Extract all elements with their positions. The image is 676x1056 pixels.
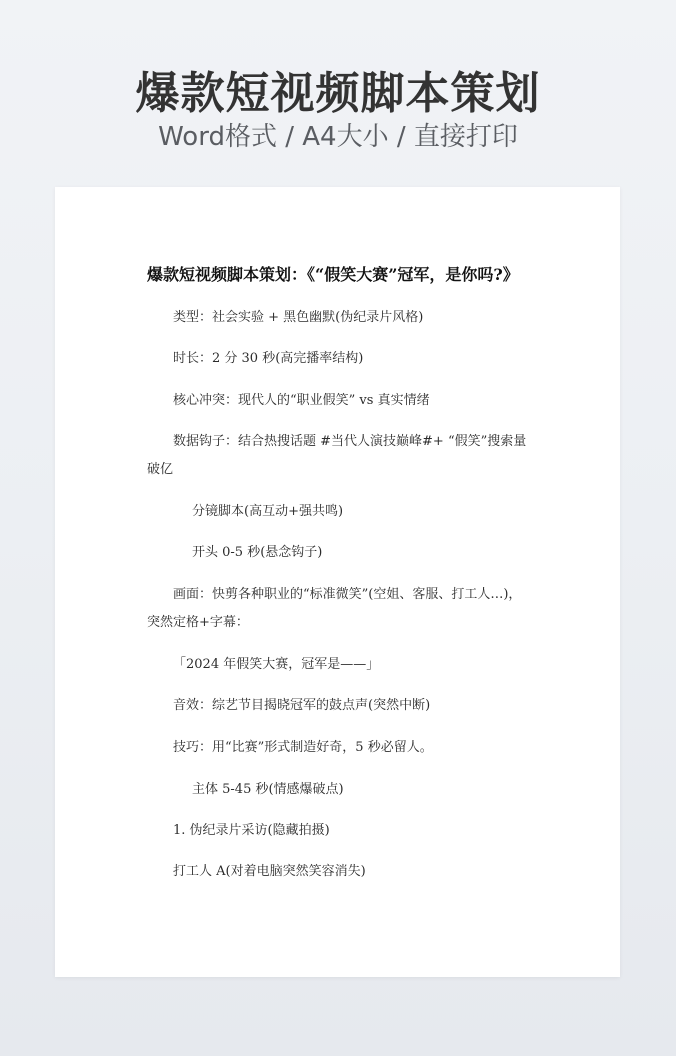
banner-title: 爆款短视频脚本策划 xyxy=(135,68,541,119)
paragraph-interview xyxy=(173,817,565,845)
paragraph-duration xyxy=(173,345,565,373)
paragraph-line: 音效：综艺节目揭晓冠军的鼓点声(突然中断) xyxy=(173,698,431,713)
paragraph-technique xyxy=(173,734,565,762)
paragraph-line: 核心冲突：现代人的“职业假笑” vs 真实情绪 xyxy=(173,393,430,408)
paragraph-line: 主体 5-45 秒(情感爆破点) xyxy=(192,782,344,797)
paragraph-data-hook xyxy=(147,428,539,484)
paragraph-line: 类型：社会实验 + 黑色幽默(伪纪录片风格) xyxy=(173,310,424,325)
paragraph-line: 突然定格+字幕： xyxy=(147,615,249,630)
header-banner xyxy=(0,0,676,185)
paragraph-visual xyxy=(147,581,539,637)
document-title: 爆款短视频脚本策划：《“假笑大赛”冠军，是你吗?》 xyxy=(147,265,519,284)
paragraph-line: 分镜脚本(高互动+强共鸣) xyxy=(192,504,344,519)
paragraph-line: 数据钩子：结合热搜话题 #当代人演技巅峰#+ “假笑”搜索量 xyxy=(173,434,527,449)
section-heading-opening xyxy=(192,539,584,567)
paragraph-type xyxy=(173,304,565,332)
banner-subtitle: Word格式 / A4大小 / 直接打印 xyxy=(158,122,518,152)
paragraph-core-conflict xyxy=(173,387,565,415)
section-heading-storyboard xyxy=(192,498,584,526)
paragraph-caption xyxy=(173,651,565,679)
paragraph-line: 「2024 年假笑大赛，冠军是——」 xyxy=(173,657,380,672)
paragraph-line: 时长：2 分 30 秒(高完播率结构) xyxy=(173,351,364,366)
paragraph-line: 画面：快剪各种职业的“标准微笑”(空姐、客服、打工人…)， xyxy=(173,587,522,602)
paragraph-line: 1. 伪纪录片采访(隐藏拍摄) xyxy=(173,823,330,838)
paragraph-line: 技巧：用“比赛”形式制造好奇，5 秒必留人。 xyxy=(173,740,433,755)
paragraph-worker-a xyxy=(173,858,565,886)
section-heading-main-body xyxy=(192,776,584,804)
document-page xyxy=(55,187,620,977)
paragraph-sound xyxy=(173,692,565,720)
paragraph-line: 破亿 xyxy=(147,462,174,477)
paragraph-line: 开头 0-5 秒(悬念钩子) xyxy=(192,545,323,560)
paragraph-line: 打工人 A(对着电脑突然笑容消失) xyxy=(173,864,366,879)
